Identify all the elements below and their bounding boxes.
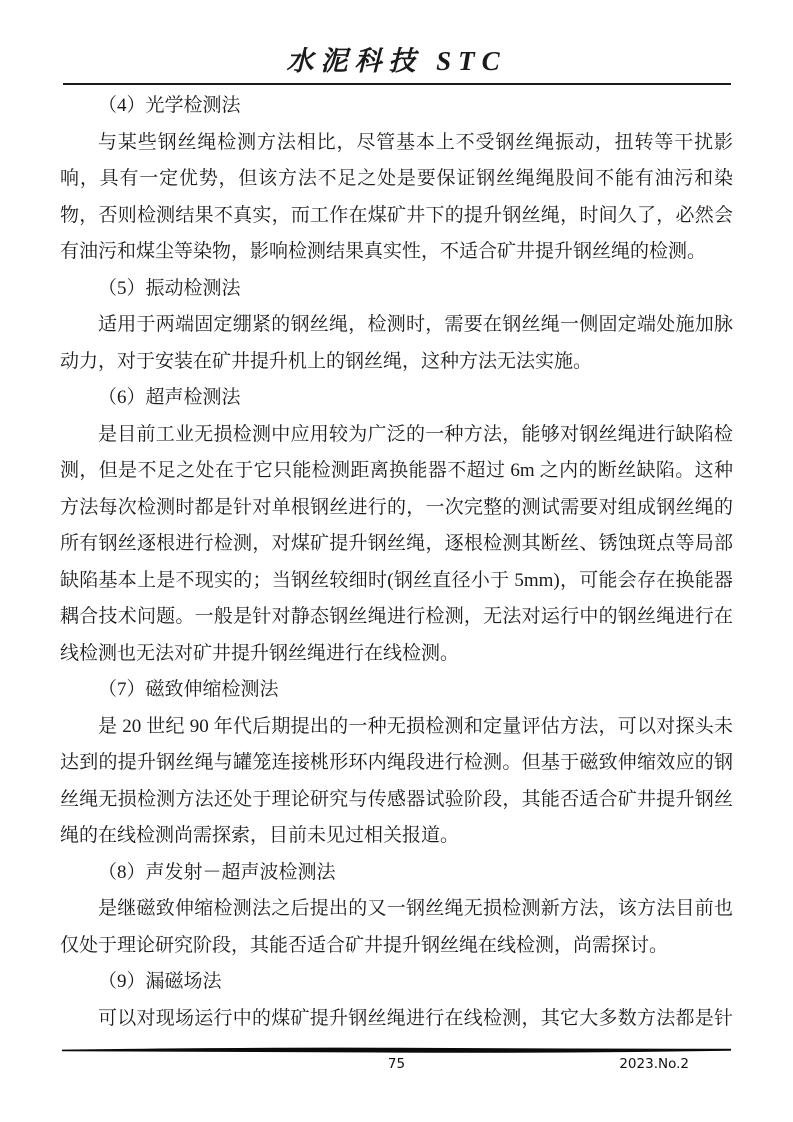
journal-title: 水泥科技 STC xyxy=(286,46,507,76)
section-ultrasonic xyxy=(60,380,733,672)
section-heading: （5）振动检测法 xyxy=(98,277,241,299)
section-heading: （6）超声检测法 xyxy=(98,387,241,408)
section-heading: （4）光学检测法 xyxy=(98,95,241,116)
section-paragraph: 是目前工业无损检测中应用较为广泛的一种方法，能够对钢丝绳进行缺陷检测，但是不足之处在于它只能检测距离换能器不超过 6m 之内的断丝缺陷。这种方法每次检测时都是针对单根钢丝进行的，一次完整的测试需要对组成钢丝绳的所有钢丝逐根进行检测，对煤矿提升钢丝绳，逐根检测其断丝、锈蚀斑点等局部缺陷基本上是不现实的；当钢丝较细时(钢丝直径小于 5mm)，可能会存在换能器耦合技术问题。一般是针对静态钢丝绳进行检测，无法对运行中的钢丝绳进行在线检测也无法对矿井提升钢丝绳进行在线检测。 xyxy=(60,423,733,664)
section-paragraph: 适用于两端固定绷紧的钢丝绳，检测时，需要在钢丝绳一侧固定端处施加脉动力，对于安装在矿井提升机上的钢丝绳，这种方法无法实施。 xyxy=(60,314,733,372)
section-optical xyxy=(60,88,733,271)
section-paragraph: 是继磁致伸缩检测法之后提出的又一钢丝绳无损检测新方法，该方法目前也仅处于理论研究阶段，其能否适合矿井提升钢丝绳在线检测，尚需探讨。 xyxy=(60,898,733,956)
section-acoustic-emission xyxy=(60,855,733,965)
section-vibration xyxy=(60,271,733,381)
journal-header xyxy=(0,0,793,85)
section-magnetic-flux-leakage xyxy=(60,964,733,1037)
footer-row xyxy=(60,1055,733,1075)
article-body xyxy=(60,88,733,1037)
section-heading: （8）声发射－超声波检测法 xyxy=(98,861,336,883)
header-rule xyxy=(63,83,731,85)
section-paragraph: 可以对现场运行中的煤矿提升钢丝绳进行在线检测，其它大多数方法都是针 xyxy=(98,1007,733,1029)
footer-rule xyxy=(60,1046,733,1055)
section-magnetostrictive xyxy=(60,672,733,855)
page-footer xyxy=(60,1046,733,1075)
issue-label: 2023.No.2 xyxy=(619,1056,689,1072)
section-heading: （7）磁致伸缩检测法 xyxy=(98,679,279,700)
section-heading: （9）漏磁场法 xyxy=(98,971,222,992)
page-number: 75 xyxy=(387,1056,406,1072)
section-paragraph: 是 20 世纪 90 年代后期提出的一种无损检测和定量评估方法，可以对探头未达到的提升钢丝绳与罐笼连接桃形环内绳段进行检测。但基于磁致伸缩效应的钢丝绳无损检测方法还处于理论研究与传感器试验阶段，其能否适合矿井提升钢丝绳的在线检测尚需探索，目前未见过相关报道。 xyxy=(60,715,733,846)
section-paragraph: 与某些钢丝绳检测方法相比，尽管基本上不受钢丝绳振动，扭转等干扰影响，具有一定优势，但该方法不足之处是要保证钢丝绳绳股间不能有油污和染物，否则检测结果不真实，而工作在煤矿井下的提升钢丝绳，时间久了，必然会有油污和煤尘等染物，影响检测结果真实性，不适合矿井提升钢丝绳的检测。 xyxy=(60,131,733,262)
